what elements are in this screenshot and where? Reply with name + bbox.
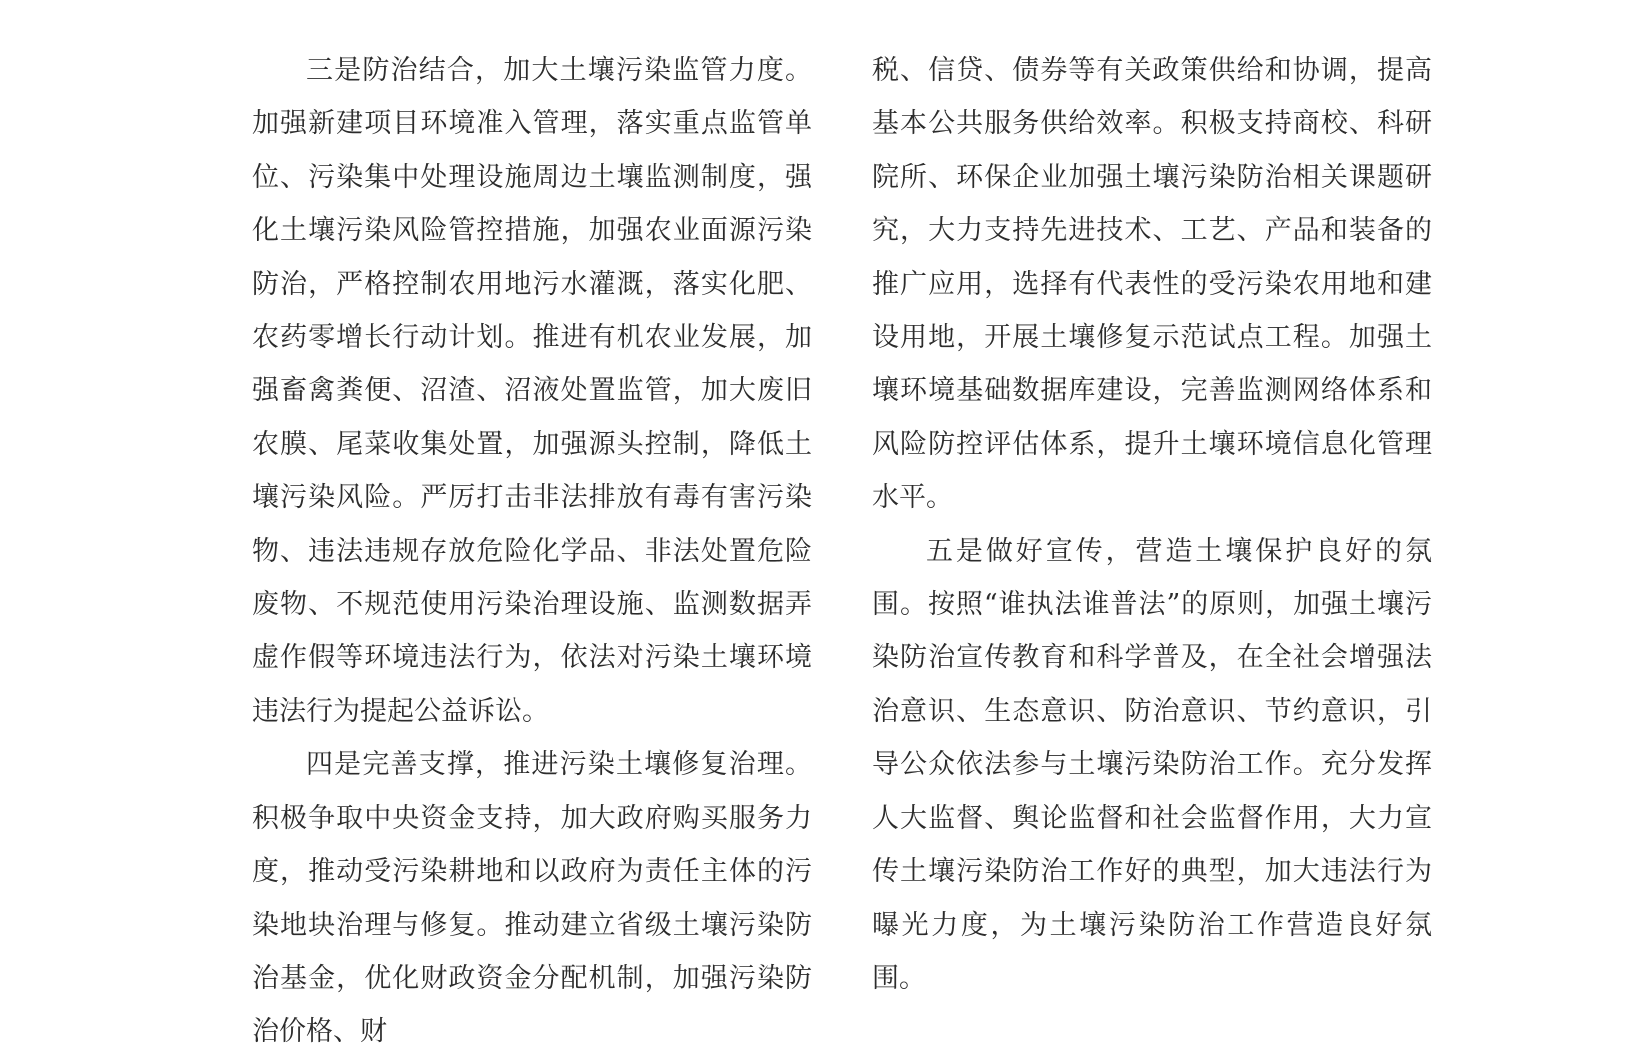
right-column	[872, 44, 1432, 1005]
left-column	[252, 44, 812, 1059]
paragraph-prevention-control: 三是防治结合，加大土壤污染监管力度。加强新建项目环境准入管理，落实重点监管单位、污染集中处理设施周边土壤监测制度，强化土壤污染风险管控措施，加强农业面源污染防治，严格控制农用地污水灌溉，落实化肥、农药零增长行动计划。推进有机农业发展，加强畜禽粪便、沼渣、沼液处置监管，加大废旧农膜、尾菜收集处置，加强源头控制，降低土壤污染风险。严厉打击非法排放有毒有害污染物、违法违规存放危险化学品、非法处置危险废物、不规范使用污染治理设施、监测数据弄虚作假等环境违法行为，依法对污染土壤环境违法行为提起公益诉讼。	[252, 55, 812, 727]
paragraph-publicity: 五是做好宣传，营造土壤保护良好的氛围。按照“谁执法谁普法”的原则，加强土壤污染防治宣传教育和科学普及，在全社会增强法治意识、生态意识、防治意识、节约意识，引导公众依法参与土壤污染防治工作。充分发挥人大监督、舆论监督和社会监督作用，大力宣传土壤污染防治工作好的典型，加大违法行为曝光力度，为土壤污染防治工作营造良好氛围。	[872, 535, 1432, 994]
paragraph-continuation: 税、信贷、债券等有关政策供给和协调，提高基本公共服务供给效率。积极支持商校、科研院所、环保企业加强土壤污染防治相关课题研究，大力支持先进技术、工艺、产品和装备的推广应用，选择有代表性的受污染农用地和建设用地，开展土壤修复示范试点工程。加强土壤环境基础数据库建设，完善监测网络体系和风险防控评估体系，提升土壤环境信息化管理水平。	[872, 55, 1432, 514]
paragraph-support-remediation: 四是完善支撑，推进污染土壤修复治理。积极争取中央资金支持，加大政府购买服务力度，推动受污染耕地和以政府为责任主体的污染地块治理与修复。推动建立省级土壤污染防治基金，优化财政资金分配机制，加强污染防治价格、财	[252, 749, 812, 1048]
